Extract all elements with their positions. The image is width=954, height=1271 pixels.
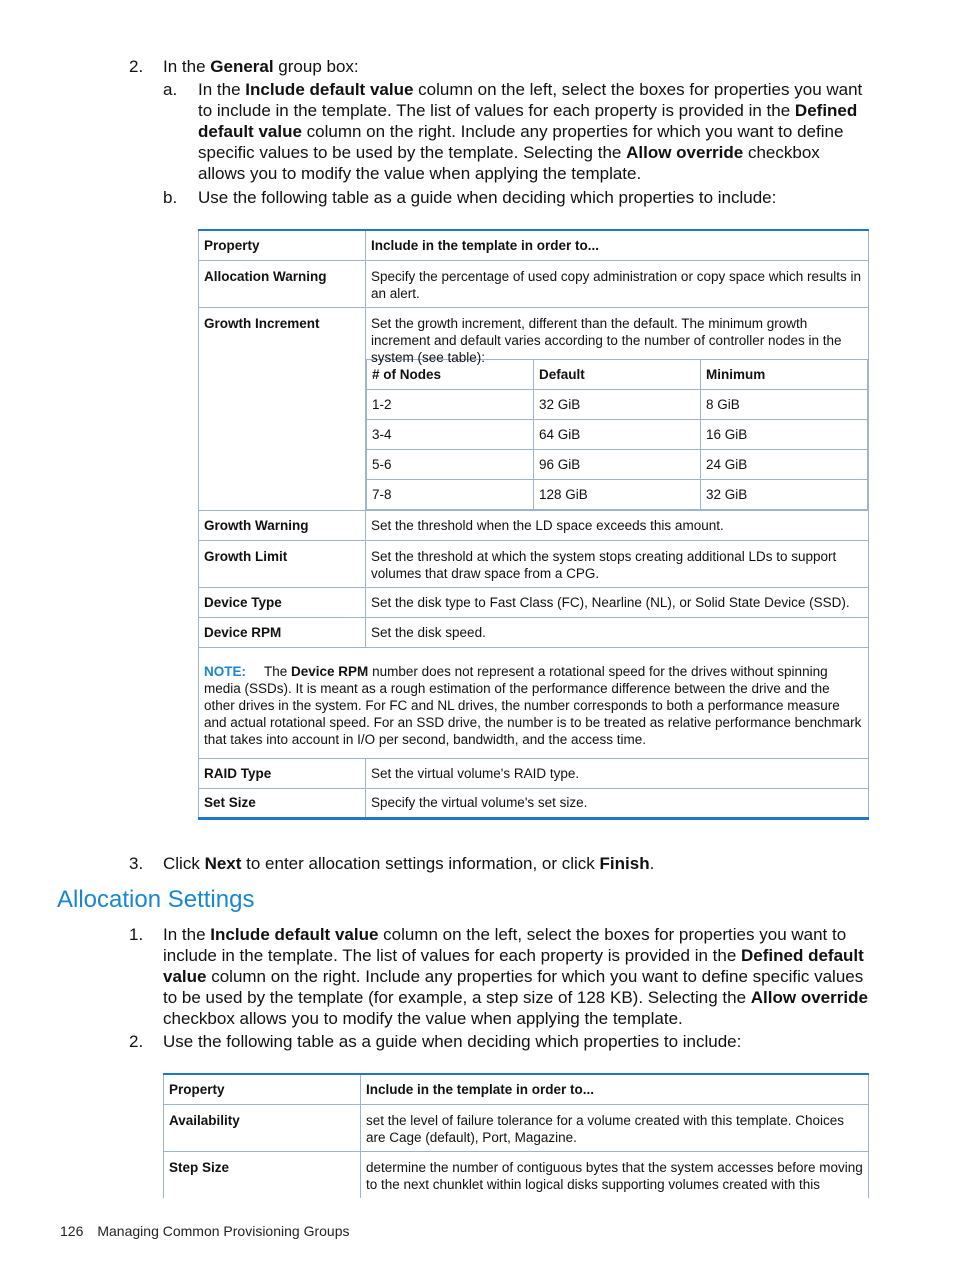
table-row <box>199 307 869 510</box>
description-cell: determine the number of contiguous bytes that the system accesses before moving to the next chunklet within logical disks supporting volumes created with this <box>361 1151 869 1198</box>
table-row <box>199 758 869 788</box>
property-cell: Availability <box>164 1104 361 1151</box>
step-number: 3. <box>129 854 144 873</box>
step-text: Use the following table as a guide when deciding which properties to include: <box>163 1032 742 1051</box>
header-cell-description: Include in the template in order to... <box>366 230 869 260</box>
note-row <box>199 647 869 758</box>
general-substep-a <box>163 79 868 184</box>
allocation-step-1 <box>129 924 869 1029</box>
description-cell: Set the threshold at which the system stops creating additional LDs to support volumes that draw space from a CPG. <box>366 540 869 587</box>
description-cell: Specify the virtual volume's set size. <box>366 788 869 818</box>
nodes-row <box>367 449 868 479</box>
description-cell: Specify the percentage of used copy administration or copy space which results in an alert. <box>366 260 869 307</box>
table-row <box>199 510 869 540</box>
description-cell: Set the disk speed. <box>366 617 869 647</box>
header-cell-property: Property <box>199 230 366 260</box>
note-cell: NOTE: The Device RPM number does not represent a rotational speed for the drives without spinning media (SSDs). It is meant as a rough estimation of the performance difference between the drive and the other drives in the system. For FC and NL drives, the number corresponds to both a performance measure and actual rotational speed. For an SSD drive, the number is to be treated as relative performance benchmark that takes into account in I/O per second, bandwidth, and the access time. <box>199 647 869 758</box>
description-cell: set the level of failure tolerance for a volume created with this template. Choices are Cage (default), Port, Magazine. <box>361 1104 869 1151</box>
note-label: NOTE: <box>204 663 246 679</box>
step-number: 1. <box>129 925 144 944</box>
nodes-cell: 96 GiB <box>534 449 701 479</box>
nodes-cell: 128 GiB <box>534 479 701 509</box>
property-cell: Growth Warning <box>199 510 366 540</box>
table-row <box>199 587 869 617</box>
nodes-header-cell: Default <box>534 359 701 389</box>
allocation-step-2 <box>129 1031 869 1053</box>
footer-title: Managing Common Provisioning Groups <box>97 1223 350 1239</box>
property-cell: RAID Type <box>199 758 366 788</box>
description-cell: Set the threshold when the LD space exceeds this amount. <box>366 510 869 540</box>
property-cell: Allocation Warning <box>199 260 366 307</box>
step-number: 2. <box>129 1032 144 1051</box>
nodes-cell: 7-8 <box>367 479 534 509</box>
table-row <box>199 260 869 307</box>
nodes-cell: 64 GiB <box>534 419 701 449</box>
nodes-cell: 3-4 <box>367 419 534 449</box>
step-3 <box>129 853 869 875</box>
growth-increment-desc: Set the growth increment, different than the default. The minimum growth increment and default varies according to the number of controller nodes in the system (see table): <box>371 315 842 365</box>
step-text: Click Next to enter allocation settings information, or click Finish. <box>163 854 655 873</box>
header-cell-property: Property <box>164 1074 361 1104</box>
section-heading: Allocation Settings <box>57 886 255 913</box>
step-text: In the Include default value column on the left, select the boxes for properties you want to include in the template. The list of values for each property is provided in the Defined default value column on the right. Include any properties for which you want to define specific values to be used by the template (for example, a step size of 128 KB). Selecting the Allow override checkbox allows you to modify the value when applying the template. <box>163 925 868 1028</box>
substep-marker: b. <box>163 188 178 207</box>
table-row <box>164 1151 869 1198</box>
nodes-cell: 32 GiB <box>534 389 701 419</box>
substep-marker: a. <box>163 80 178 99</box>
table-header-row <box>164 1074 869 1104</box>
nodes-cell: 32 GiB <box>701 479 868 509</box>
property-cell: Set Size <box>199 788 366 818</box>
general-substep-b <box>163 187 868 209</box>
property-cell: Step Size <box>164 1151 361 1198</box>
property-cell: Growth Increment <box>199 307 366 510</box>
nodes-header-cell: # of Nodes <box>367 359 534 389</box>
allocation-properties-table <box>163 1073 869 1198</box>
header-cell-description: Include in the template in order to... <box>361 1074 869 1104</box>
nodes-row <box>367 419 868 449</box>
nodes-cell: 16 GiB <box>701 419 868 449</box>
table-row <box>199 788 869 818</box>
nodes-row <box>367 389 868 419</box>
nodes-table <box>366 359 868 510</box>
description-cell: Set the disk type to Fast Class (FC), Nearline (NL), or Solid State Device (SSD). <box>366 587 869 617</box>
nodes-cell: 8 GiB <box>701 389 868 419</box>
page-number: 126 <box>60 1223 84 1239</box>
description-cell: Set the virtual volume's RAID type. <box>366 758 869 788</box>
table-row <box>199 540 869 587</box>
page-footer <box>60 1223 349 1239</box>
nodes-cell: 1-2 <box>367 389 534 419</box>
property-cell: Device Type <box>199 587 366 617</box>
description-cell <box>366 307 869 510</box>
table-row <box>199 617 869 647</box>
step-number: 2. <box>129 57 144 76</box>
nodes-cell: 5-6 <box>367 449 534 479</box>
general-properties-table <box>198 229 869 820</box>
substep-text: Use the following table as a guide when deciding which properties to include: <box>198 188 777 207</box>
property-cell: Device RPM <box>199 617 366 647</box>
nodes-cell: 24 GiB <box>701 449 868 479</box>
property-cell: Growth Limit <box>199 540 366 587</box>
substep-text: In the Include default value column on the left, select the boxes for properties you want to include in the template. The list of values for each property is provided in the Defined default value column on the right. Include any properties for which you want to define specific values to be used by the template. Selecting the Allow override checkbox allows you to modify the value when applying the template. <box>198 80 863 183</box>
step-text: In the General group box: <box>163 57 359 76</box>
table-header-row <box>199 230 869 260</box>
nodes-row <box>367 479 868 509</box>
table-row <box>164 1104 869 1151</box>
nodes-header-cell: Minimum <box>701 359 868 389</box>
